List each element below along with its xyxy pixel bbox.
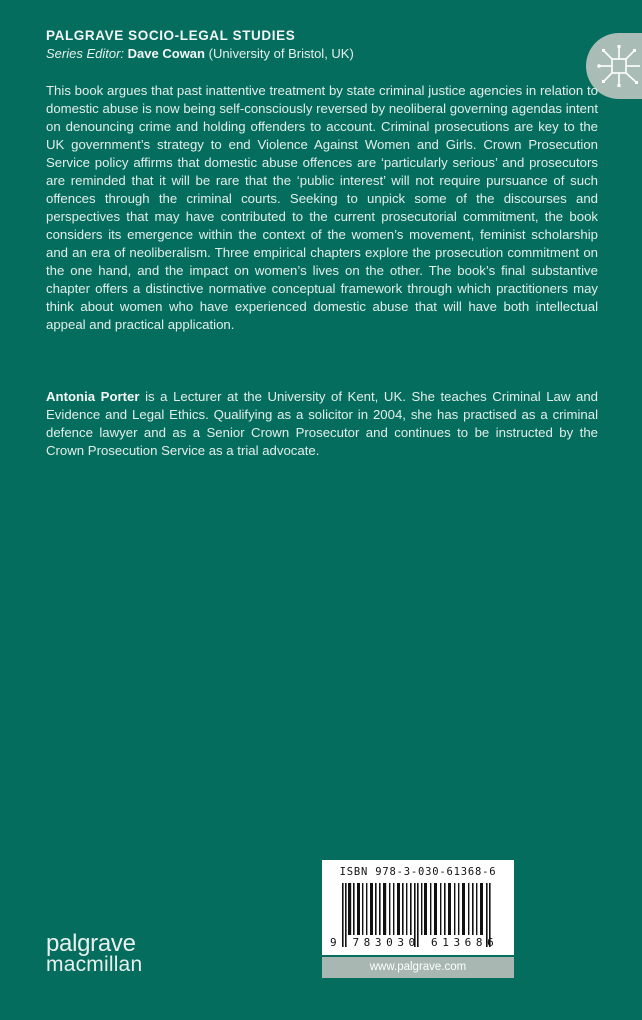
publisher-logo-line2: macmillan <box>46 953 143 976</box>
publisher-url: www.palgrave.com <box>322 957 514 978</box>
circuit-network-icon <box>594 42 642 90</box>
publisher-logo <box>46 930 143 976</box>
series-editor-label: Series Editor: <box>46 46 125 61</box>
publisher-logo-line1: palgrave <box>46 930 136 957</box>
author-bio-text: is a Lecturer at the University of Kent, UK. She teaches Criminal Law and Evidence and Legal Ethics. Qualifying as a solicitor in 2004, she has practised as a criminal defence lawyer and as a Senior Crown Prosecutor and continues to be instructed by the Crown Prosecution Service as a trial advocate. <box>46 389 598 458</box>
book-description: This book argues that past inattentive treatment by state criminal justice agencies in relation to domestic abuse is now being self-consciously reversed by neoliberal governing agendas intent on denouncing crime and holding offenders to account. Criminal prosecutions are key to the UK government’s strategy to end Violence Against Women and Girls. Crown Prosecution Service policy affirms that domestic abuse offences are ‘particularly serious’ and prosecutors are reminded that it will be rare that the ‘public interest’ will not require pursuance of such offences through the criminal courts. Seeking to unpick some of the discourses and perspectives that may have contributed to the current prosecutorial commitment, the book considers its emergence within the context of the women’s movement, feminist scholarship and an era of neoliberalism. Three empirical chapters explore the prosecution commitment on the one hand, and the impact on women’s lives on the other. The book’s final substantive chapter offers a distinctive normative conceptual framework through which practitioners may think about women who have experienced domestic abuse that will have both intellectual appeal and practical application. <box>46 83 598 332</box>
barcode-panel <box>322 860 514 955</box>
isbn-label: ISBN 978-3-030-61368-6 <box>339 866 497 878</box>
series-editor-name: Dave Cowan <box>127 46 205 61</box>
ean-digits: 9 783030 613686 <box>330 936 499 949</box>
series-title: PALGRAVE SOCIO-LEGAL STUDIES <box>46 28 296 43</box>
series-editor-affiliation: (University of Bristol, UK) <box>208 46 354 61</box>
series-editor-line <box>46 46 354 61</box>
author-name: Antonia Porter <box>46 389 140 404</box>
barcode-block <box>322 860 514 978</box>
author-bio <box>46 388 598 460</box>
